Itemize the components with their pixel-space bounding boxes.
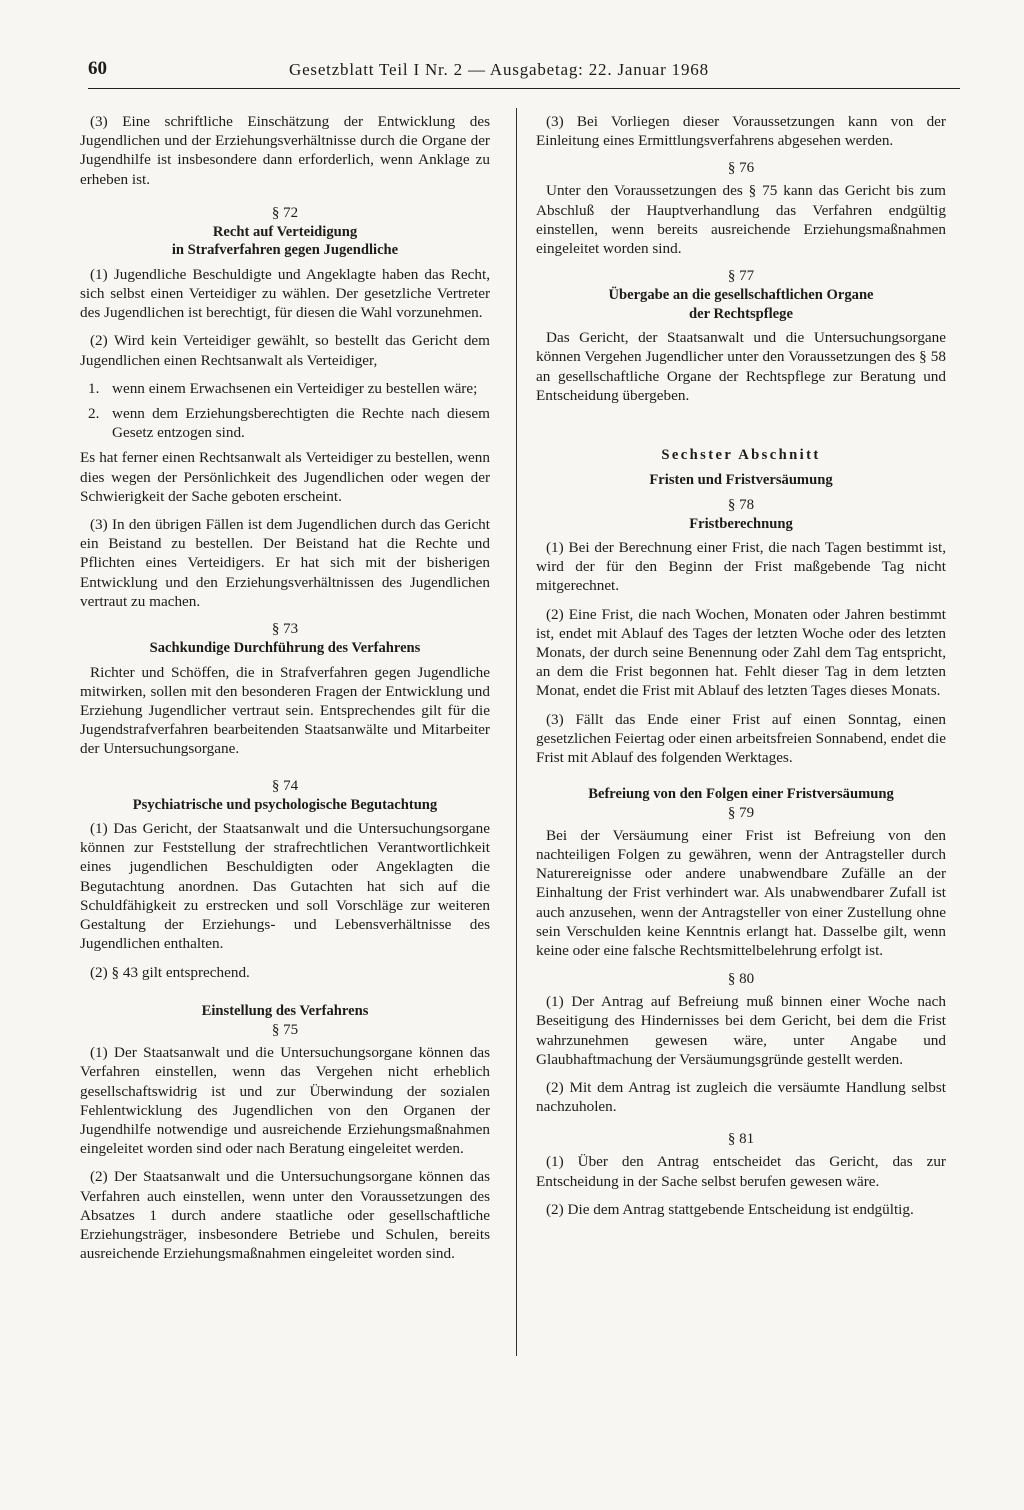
paragraph-72-2b: Es hat ferner einen Rechtsanwalt als Verteidiger zu bestellen, wenn dies wegen der Persönlichkeit des Jugendlichen oder wegen der Schwierigkeit der Sache geboten erscheint. [80, 449, 490, 505]
paragraph-75-2: (2) Der Staatsanwalt und die Untersuchungsorgane können das Verfahren auch einstellen, wenn unter den Voraussetzungen des Absatzes 1 durch andere staatliche oder gesellschaftliche Erziehungsträger, insbesondere Betriebe und Schulen, bereits ausreichende Erziehungsmaßnahmen eingeleitet worden sind. [80, 1168, 490, 1263]
section-73-heading: Sachkundige Durchführung des Verfahrens [149, 640, 421, 657]
section-81-number: § 81 [727, 1131, 755, 1148]
paragraph-75-1: (1) Der Staatsanwalt und die Untersuchungsorgane können das Verfahren einstellen, wenn das Vergehen nicht erheblich gesellschaftswidrig ist und zur Überwindung der sozialen Fehlentwicklung des Jugendlichen von den Organen der Jugendhilfe notwendige und ausreichende Erziehungsmaßnahmen eingeleitet worden sind oder nach Beratung eingeleitet werden. [80, 1044, 490, 1158]
left-column [80, 112, 490, 1272]
section-77-heading [536, 286, 946, 323]
section-72-number: § 72 [271, 204, 299, 221]
section-72-title-line1: Recht auf Verteidigung [212, 223, 358, 240]
heading-befreiung: Befreiung von den Folgen einer Fristversäumung [588, 786, 894, 803]
list-item-number: 1. [88, 379, 100, 397]
paragraph-73: Richter und Schöffen, die in Strafverfahren gegen Jugendliche mitwirken, sollen mit den besonderen Fragen der Entwicklung und Erziehung Jugendlicher vertraut sein. Entsprechendes gilt für die Jugendstrafverfahren bearbeitenden Staatsanwälte und Mitarbeiter der Untersuchungsorgane. [80, 663, 490, 758]
paragraph-74-2: (2) § 43 gilt entsprechend. [90, 963, 250, 981]
page-header [88, 58, 960, 90]
section-78-number: § 78 [727, 496, 755, 513]
section-77-number: § 77 [727, 268, 755, 285]
paragraph-72-2: (2) Wird kein Verteidiger gewählt, so bestellt das Gericht dem Jugendlichen einen Rechtsanwalt als Verteidiger, [80, 332, 490, 369]
paragraph-72-1: (1) Jugendliche Beschuldigte und Angeklagte haben das Recht, sich selbst einen Verteidiger zu wählen. Der gesetzliche Vertreter des Jugendlichen ist berechtigt, für diesen die Wahl vorzunehmen. [80, 265, 490, 322]
list-item-number: 2. [88, 405, 100, 423]
section-76-number: § 76 [727, 160, 755, 177]
paragraph-76: Unter den Voraussetzungen des § 75 kann das Gericht bis zum Abschluß der Hauptverhandlung das Verfahren endgültig einstellen, wenn bereits ausreichende Erziehungsmaßnahmen eingeleitet worden sind. [536, 182, 946, 258]
list-item-text: wenn einem Erwachsenen ein Verteidiger zu bestellen wäre; [112, 379, 478, 397]
heading-einstellung: Einstellung des Verfahrens [201, 1002, 369, 1019]
paragraph-78-3: (3) Fällt das Ende einer Frist auf einen Sonntag, einen gesetzlichen Feiertag oder einen arbeitsfreien Sonnabend, endet die Frist mit Ablauf des folgenden Werktages. [536, 710, 946, 767]
list-item [80, 404, 490, 442]
paragraph-72-3: (3) In den übrigen Fällen ist dem Jugendlichen durch das Gericht ein Beistand zu bestellen. Der Beistand hat die Rechte und Pflichten eines Verteidigers. Er hat sich mit der bisherigen Entwicklung und den Erziehungsverhältnissen des Jugendlichen vertraut zu machen. [80, 516, 490, 610]
paragraph-81-1: (1) Über den Antrag entscheidet das Gericht, das zur Entscheidung in der Sache selbst berufen gewesen wäre. [536, 1153, 946, 1190]
section-80-number: § 80 [727, 971, 755, 988]
header-rule [88, 88, 960, 89]
paragraph-77: Das Gericht, der Staatsanwalt und die Untersuchungsorgane können Vergehen Jugendlicher unter den Voraussetzungen des § 58 an gesellschaftliche Organe der Rechtspflege zur Beratung und Entscheidung übergeben. [536, 329, 946, 404]
list-item-text: wenn dem Erziehungsberechtigten die Rechte nach diesem Gesetz entzogen sind. [112, 405, 490, 442]
paragraph-74-1: (1) Das Gericht, der Staatsanwalt und die Untersuchungsorgane können zur Feststellung der strafrechtlichen Verantwortlichkeit eines jugendlichen Beschuldigten oder Angeklagten die Begutachtung anordnen. Das Gutachten hat sich auf die Schuldfähigkeit zu erstrecken und soll Vorschläge zur weiteren Gestaltung der Erziehungs- und Lebensverhältnisse des Jugendlichen enthalten. [80, 820, 490, 953]
section-72-heading [80, 223, 490, 260]
paragraph-81-2: (2) Die dem Antrag stattgebende Entscheidung ist endgültig. [546, 1200, 914, 1218]
section-74-heading: Psychiatrische und psychologische Begutachtung [132, 796, 438, 813]
section-subtitle: Fristen und Fristversäumung [649, 472, 833, 489]
section-73-number: § 73 [271, 621, 299, 638]
paragraph-75-3: (3) Bei Vorliegen dieser Voraussetzungen kann von der Einleitung eines Ermittlungsverfahrens abgesehen werden. [536, 113, 946, 150]
section-77-title-line1: Übergabe an die gesellschaftlichen Organe [608, 287, 874, 304]
section-74-number: § 74 [271, 777, 299, 794]
paragraph-71-3: (3) Eine schriftliche Einschätzung der Entwicklung des Jugendlichen und der Erziehungsverhältnisse durch die Organe der Jugendhilfe ist insbesondere dann erforderlich, wenn Anklage zu erheben ist. [80, 113, 490, 188]
section-72-title-line2: in Strafverfahren gegen Jugendliche [171, 242, 399, 259]
section-title: Sechster Abschnitt [661, 447, 821, 464]
right-column [536, 112, 946, 1228]
paragraph-78-2: (2) Eine Frist, die nach Wochen, Monaten oder Jahren bestimmt ist, endet mit Ablauf des Tages der letzten Woche oder des letzten Monats, der durch seine Benennung oder Zahl dem Tag entspricht, an dem die Frist begonnen hat. Fehlt dieser Tag in dem letzten Monat, endet die Frist mit Ablauf des letzten Tages dieses Monats. [536, 605, 946, 700]
page-number: 60 [88, 58, 107, 79]
paragraph-80-2: (2) Mit dem Antrag ist zugleich die versäumte Handlung selbst nachzuholen. [536, 1079, 946, 1116]
list-item [80, 379, 490, 398]
running-title: Gesetzblatt Teil I Nr. 2 — Ausgabetag: 22. Januar 1968 [289, 60, 709, 79]
section-79-number: § 79 [727, 804, 755, 821]
section-77-title-line2: der Rechtspflege [689, 305, 793, 322]
section-75-number: § 75 [271, 1022, 299, 1039]
section-78-heading: Fristberechnung [689, 515, 793, 532]
paragraph-79: Bei der Versäumung einer Frist ist Befreiung von den nachteiligen Folgen zu gewähren, wenn der Antragsteller durch Naturereignisse oder andere unabwendbare Zufälle an der Einhaltung der Frist verhindert war. Als unabwendbarer Zufall ist auch anzusehen, wenn der Antragsteller von einer Zustellung ohne sein Verschulden keine Kenntnis erlangt hat. Dasselbe gilt, wenn keine oder eine falsche Rechtsmittelbelehrung erfolgt ist. [536, 826, 946, 959]
paragraph-80-1: (1) Der Antrag auf Befreiung muß binnen einer Woche nach Beseitigung des Hindernisses bei dem Gericht, bei dem die Frist wahrzunehmen gewesen wäre, unter Angabe und Glaubhaftmachung der Versäumungsgründe gestellt werden. [536, 993, 946, 1068]
paragraph-78-1: (1) Bei der Berechnung einer Frist, die nach Tagen bestimmt ist, wird der für den Beginn der Frist maßgebende Tag nicht mitgerechnet. [536, 539, 946, 595]
column-rule [516, 108, 517, 1356]
